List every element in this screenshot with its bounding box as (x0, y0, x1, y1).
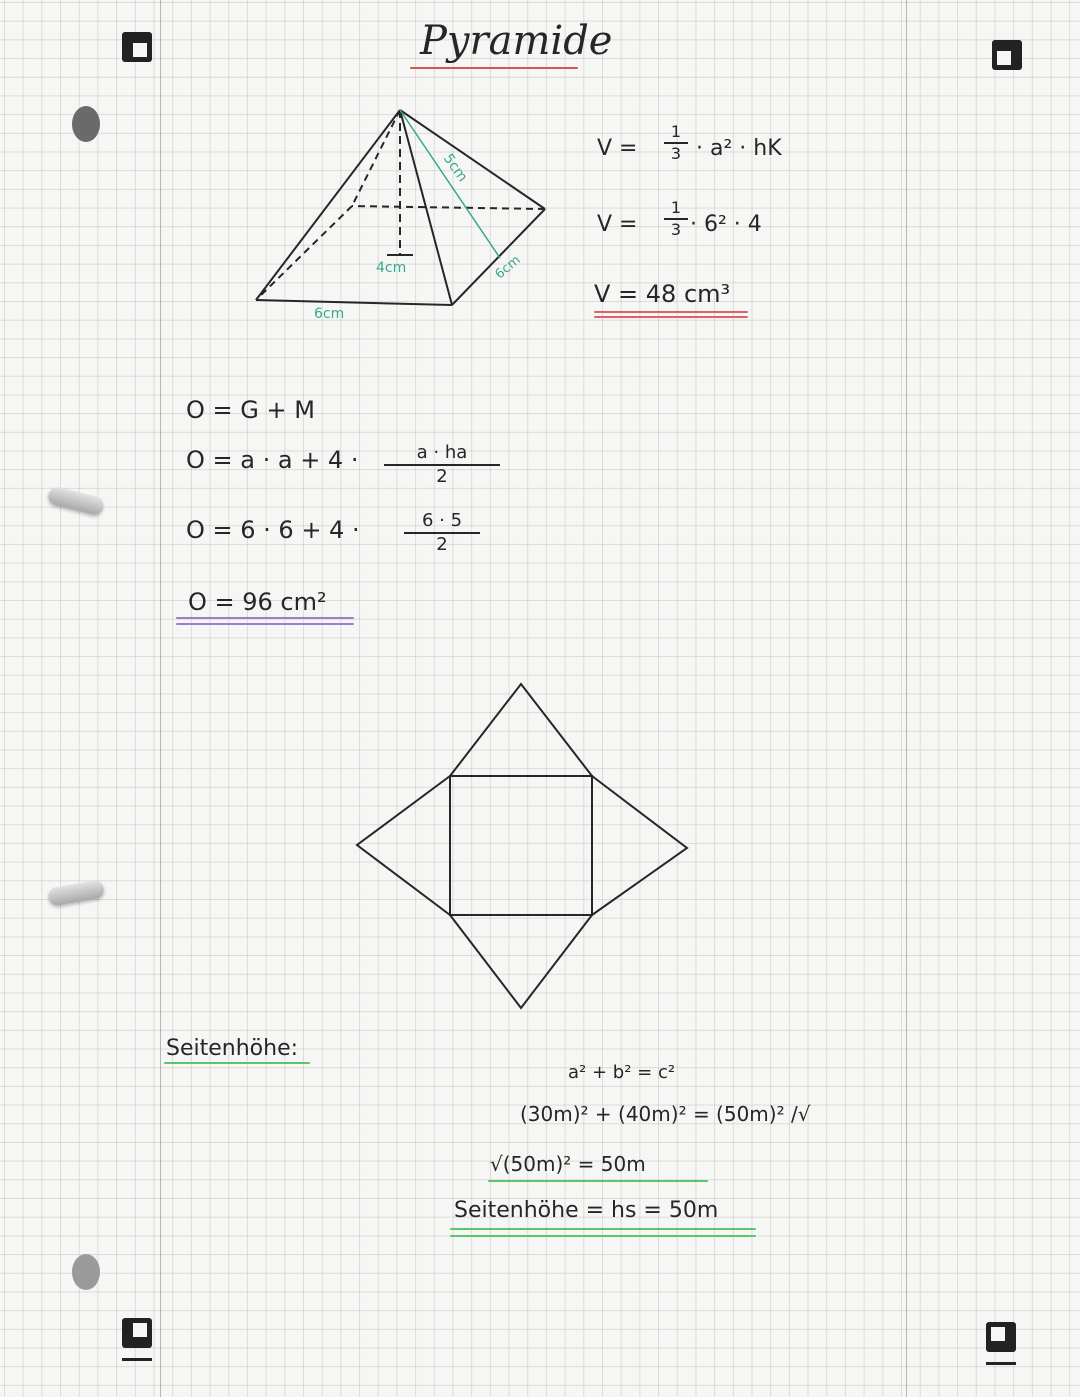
net-triangle-right (592, 776, 687, 915)
side-height-result-underline-1 (450, 1228, 756, 1230)
surface-fraction-substitution-num: 6 · 5 (421, 510, 463, 531)
pythagoras-formula: a² + b² = c² (568, 1062, 676, 1083)
surface-fraction-general-den: 2 (436, 466, 448, 487)
volume-fraction-2-den: 3 (670, 220, 682, 239)
pyramid-base-front (256, 300, 452, 305)
label-height-4cm: 4cm (376, 260, 407, 276)
volume-fraction-1-num: 1 (670, 122, 682, 141)
pyramid-net-drawing (357, 684, 687, 1008)
surface-fraction-general (384, 444, 500, 486)
volume-substitution-v: V = (597, 212, 638, 237)
volume-fraction-2-num: 1 (670, 198, 682, 217)
label-base-6cm: 6cm (314, 306, 345, 322)
volume-fraction-2 (664, 200, 688, 238)
surface-formula: O = G + M (186, 396, 315, 424)
volume-formula-rest: · a² · hK (696, 136, 782, 161)
surface-result-underline-2 (176, 623, 354, 625)
surface-fraction-general-num: a · ha (416, 442, 468, 463)
volume-result-underline-2 (594, 316, 748, 318)
pyramid-base-back (352, 206, 545, 209)
surface-fraction-substitution-den: 2 (436, 534, 448, 555)
label-slant-5cm: 5cm (439, 151, 471, 185)
net-square-base (450, 776, 592, 915)
volume-fraction-1 (664, 124, 688, 162)
pyramid-edge-back (352, 110, 400, 206)
volume-formula-v: V = (597, 136, 638, 161)
volume-result-underline-1 (594, 311, 748, 313)
net-triangle-top (450, 684, 592, 776)
side-height-result: Seitenhöhe = hs = 50m (454, 1198, 719, 1223)
pyramid-base-left (256, 206, 352, 300)
net-triangle-bottom (450, 915, 592, 1008)
side-height-result-underline-2 (450, 1235, 756, 1237)
side-height-heading: Seitenhöhe: (166, 1036, 299, 1061)
pyramid-slant-height (400, 110, 500, 258)
volume-result: V = 48 cm³ (594, 280, 731, 308)
surface-fraction-substitution (404, 512, 480, 554)
label-edge-6cm-right: 6cm (492, 252, 524, 283)
volume-substitution-rest: · 6² · 4 (690, 212, 762, 237)
volume-fraction-1-den: 3 (670, 144, 682, 163)
pythagoras-root-underline (488, 1180, 708, 1182)
net-triangle-left (357, 776, 450, 915)
surface-result-underline-1 (176, 617, 354, 619)
pythagoras-root: √(50m)² = 50m (490, 1152, 646, 1176)
side-height-heading-underline (164, 1062, 310, 1064)
surface-substitution: O = 6 · 6 + 4 · (186, 516, 360, 544)
page-title: Pyramide (420, 18, 613, 64)
pythagoras-substitution: (30m)² + (40m)² = (50m)² /√ (520, 1102, 811, 1126)
surface-formula-general: O = a · a + 4 · (186, 446, 359, 474)
surface-result: O = 96 cm² (188, 588, 327, 616)
